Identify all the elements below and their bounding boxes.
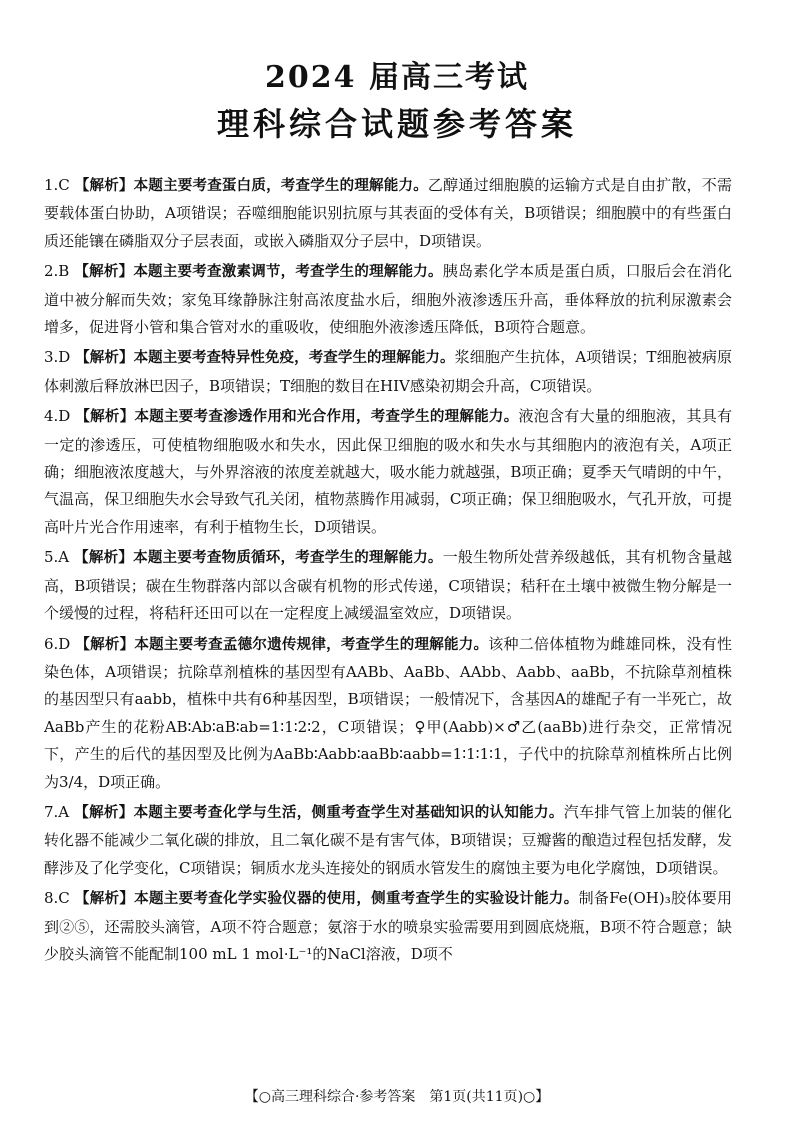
- answer-text: 乙醇通过细胞膜的运输方式是自由扩散，不需要载体蛋白协助，A项错误；吞噬细胞能识别抗原与其表面的受体有关，B项错误；细胞膜中的有些蛋白质还能镶在磷脂双分子层表面，或嵌入磷脂双分子层中，D项错误。: [44, 176, 732, 250]
- answer-item-2: [44, 258, 732, 341]
- answer-item-5: [44, 544, 732, 627]
- answer-focus: 本题主要考查化学与生活，侧重考查学生对基础知识的认知能力。: [133, 804, 564, 821]
- analysis-tag: 【解析】: [74, 891, 135, 908]
- answer-item-8: [44, 885, 732, 968]
- answer-text: 该种二倍体植物为雌雄同株，没有性染色体，A项错误；抗除草剂植株的基因型有AABb、AaBb、AAbb、Aabb、aaBb，不抗除草剂植株的基因型只有aabb，植株中共有6种基因型，B项错误；一般情况下，含基因A的雄配子有一半死亡，故AaBb产生的花粉AB∶Ab∶aB∶ab=1∶1∶2∶2，C项错误；♀甲(Aabb)×♂乙(aaBb)进行杂交，正常情况下，产生的后代的基因型及比例为AaBb∶Aabb∶aaBb∶aabb=1∶1∶1∶1，子代中的抗除草剂植株所占比例为3/4，D项正确。: [44, 634, 732, 791]
- analysis-tag: 【解析】: [75, 636, 135, 653]
- answer-text: 一般生物所处营养级越低，其有机物含量越高，B项错误；碳在生物群落内部以含碳有机物的形式传递，C项错误；秸秆在土壤中被微生物分解是一个缓慢的过程，将秸秆还田可以在一定程度上减缓温室效应，D项错误。: [44, 548, 733, 623]
- page-subtitle: 理科综合试题参考答案: [216, 105, 577, 143]
- answer-focus: 本题主要考查特异性免疫，考查学生的理解能力。: [133, 350, 455, 367]
- answer-text: 胰岛素化学本质是蛋白质，口服后会在消化道中被分解而失效；家兔耳缘静脉注射高浓度盐水后，细胞外液渗透压升高，垂体释放的抗利尿激素会增多，促进肾小管和集合管对水的重吸收，使细胞外液渗透压降低，B项符合题意。: [44, 262, 733, 337]
- answer-text: 液泡含有大量的细胞液，其具有一定的渗透压，可使植物细胞吸水和失水，因此保卫细胞的吸水和失水与其细胞内的液泡有关，A项正确；细胞液浓度越大，与外界溶液的浓度差就越大，吸水能力就越强，B项正确；夏季天气晴朗的中午，气温高，保卫细胞失水会导致气孔关闭，植物蒸腾作用减弱，C项正确；保卫细胞吸水，气孔开放，可提高叶片光合作用速率，有利于植物生长，D项错误。: [44, 407, 732, 536]
- answer-number: 7.A: [44, 802, 70, 821]
- answer-number: 3.D: [44, 348, 71, 367]
- answer-number: 5.A: [44, 548, 70, 567]
- answer-item-7: [44, 799, 732, 882]
- answer-item-6: [44, 631, 732, 796]
- answer-focus: 本题主要考查化学实验仪器的使用，侧重考查学生的实验设计能力。: [134, 891, 579, 908]
- analysis-tag: 【解析】: [75, 409, 135, 426]
- answer-focus: 本题主要考查激素调节，考查学生的理解能力。: [133, 264, 443, 281]
- analysis-tag: 【解析】: [74, 804, 134, 821]
- analysis-tag: 【解析】: [75, 350, 134, 367]
- answer-number: 2.B: [44, 262, 70, 281]
- answer-item-1: [44, 172, 732, 255]
- page-footer: 【○高三理科综合·参考答案 第1页(共11页)○】: [244, 1089, 550, 1105]
- answer-item-4: [44, 403, 732, 541]
- answer-focus: 本题主要考查蛋白质，考查学生的理解能力。: [133, 178, 428, 194]
- answer-text: 制备Fe(OH)₃胶体要用到②⑤，还需胶头滴管，A项不符合题意；氨溶于水的喷泉实验需要用到圆底烧瓶，B项不符合题意；缺少胶头滴管不能配制100 mL 1 mol·L⁻¹的NaCl溶液，D项不: [44, 889, 733, 963]
- answer-list: [44, 172, 732, 971]
- answer-focus: 本题主要考查孟德尔遗传规律，考查学生的理解能力。: [134, 636, 489, 653]
- analysis-tag: 【解析】: [74, 264, 134, 281]
- analysis-tag: 【解析】: [74, 550, 134, 567]
- answer-item-3: [44, 344, 732, 400]
- answer-number: 4.D: [44, 407, 71, 426]
- answer-text: 浆细胞产生抗体，A项错误；T细胞被病原体刺激后释放淋巴因子，B项错误；T细胞的数目在HIV感染初期会升高，C项错误。: [44, 348, 733, 395]
- page-title: 2024 届高三考试: [265, 60, 529, 95]
- answer-number: 6.D: [44, 634, 71, 653]
- analysis-tag: 【解析】: [74, 178, 134, 194]
- answer-number: 1.C: [44, 176, 70, 194]
- answer-text: 汽车排气管上加装的催化转化器不能减少二氧化碳的排放，且二氧化碳不是有害气体，B项错误；豆瓣酱的酿造过程包括发酵，发酵涉及了化学变化，C项错误；铜质水龙头连接处的钢质水管发生的腐蚀主要为电化学腐蚀，D项错误。: [44, 802, 732, 877]
- answer-focus: 本题主要考查渗透作用和光合作用，考查学生的理解能力。: [134, 409, 519, 426]
- answer-focus: 本题主要考查物质循环，考查学生的理解能力。: [133, 550, 443, 567]
- answer-number: 8.C: [44, 889, 70, 908]
